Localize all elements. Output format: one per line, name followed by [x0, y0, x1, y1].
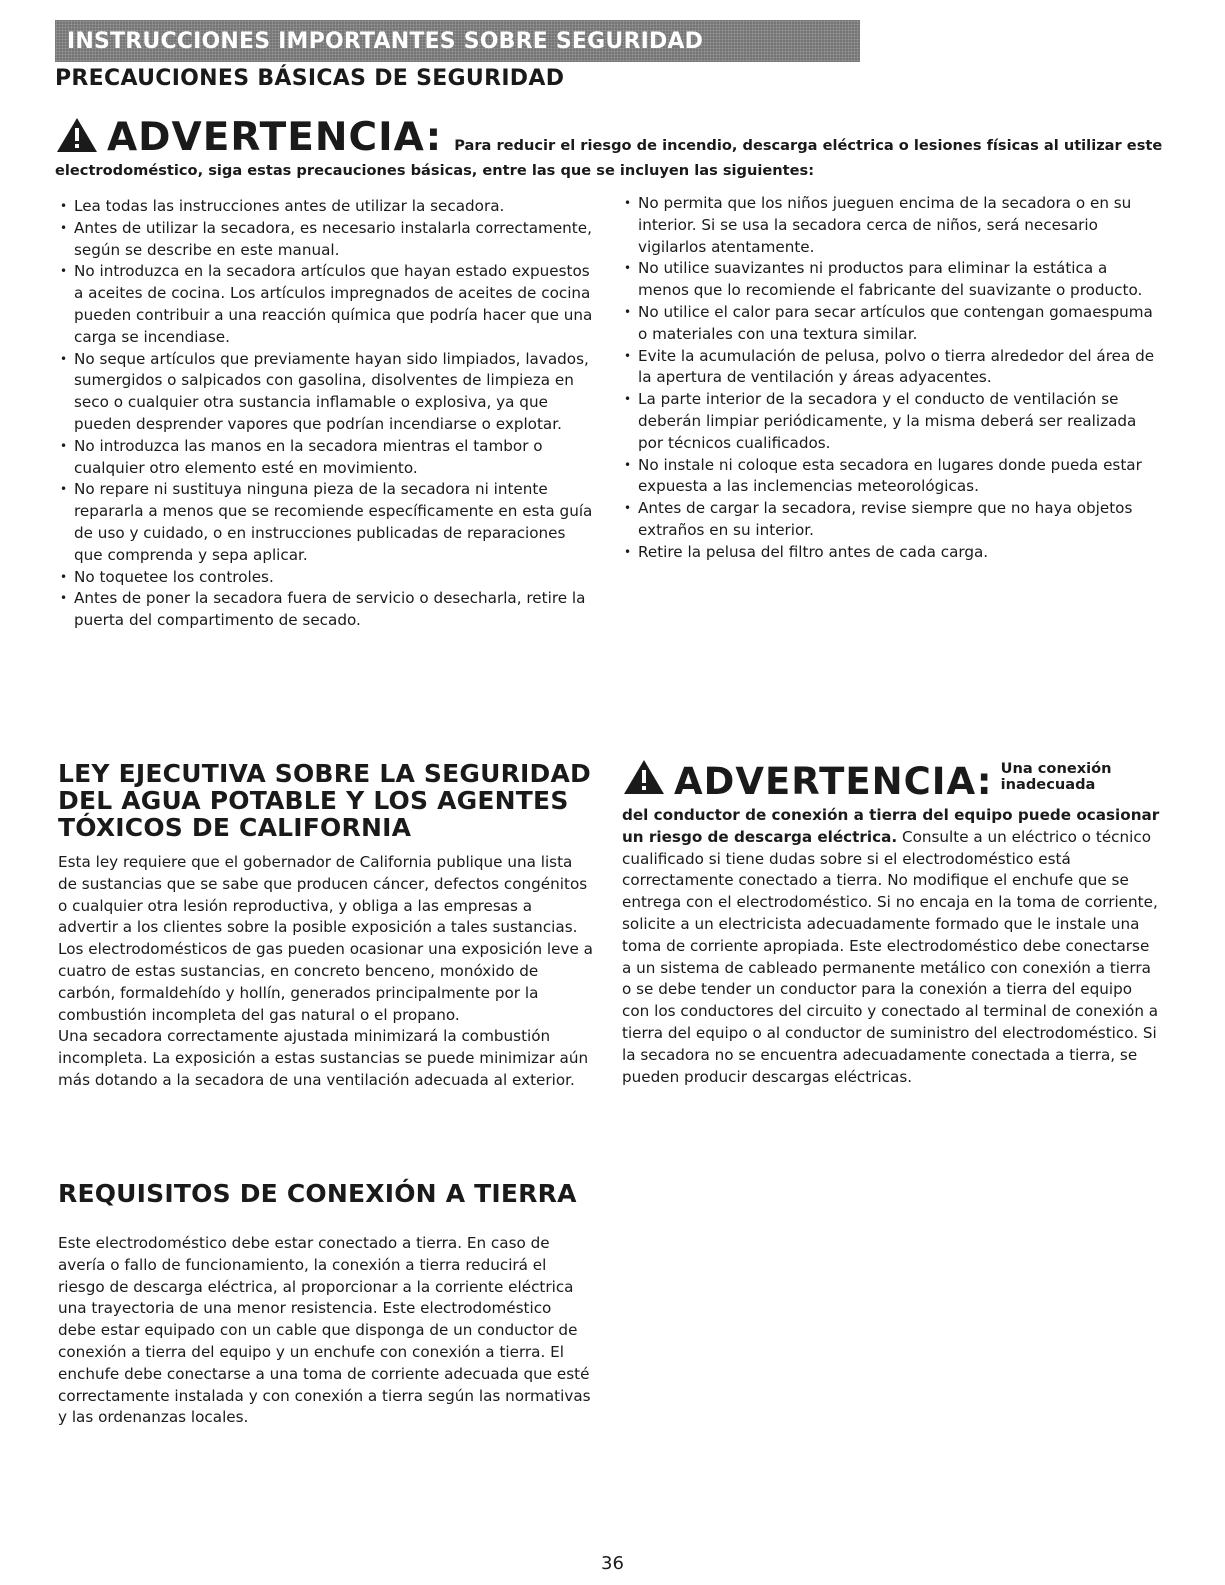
list-item: • No repare ni sustituya ninguna pieza de la secadora ni intente repararla a menos que se recomiende específicamente en esta guía de uso y cuidado, o en instrucciones publicadas de reparaciones que comprenda y sepa aplicar. — [60, 480, 593, 564]
list-item: • No introduzca las manos en la secadora mientras el tambor o cualquier otro elemento esté en movimiento. — [60, 436, 543, 477]
prop65-heading: LEY EJECUTIVA SOBRE LA SEGURIDAD DEL AGUA POTABLE Y LOS AGENTES TÓXICOS DE CALIFORNIA — [58, 759, 592, 842]
warning-body — [622, 805, 1162, 1088]
grounding-warning — [622, 760, 1162, 1088]
list-item: • No seque artículos que previamente hayan sido limpiados, lavados, sumergidos o salpicados con gasolina, disolventes de limpieza en seco o cualquier otra sustancia inflamable o explosiva, ya que pueden desprender vapores que podrían incendiarse o explotar. — [60, 349, 589, 433]
list-item: • No utilice suavizantes ni productos para eliminar la estática a menos que lo recomiende el fabricante del suavizante o producto. — [624, 259, 1143, 300]
prop65-body — [58, 852, 593, 1092]
list-item: • No permita que los niños jueguen encima de la secadora o en su interior. Si se usa la secadora cerca de niños, será necesario vigilarlos atentamente. — [624, 194, 1132, 256]
warning-side-text: Una conexión inadecuada — [1000, 760, 1112, 793]
warning-emphasis: del conductor de conexión a tierra del equipo puede ocasionar un riesgo de descarga eléctrica. — [622, 806, 1160, 846]
warning-label: ADVERTENCIA: — [107, 115, 443, 160]
warning-label: ADVERTENCIA: — [674, 760, 993, 803]
warning-triangle-icon — [622, 758, 666, 796]
warning-body-text: Consulte a un eléctrico o técnico cualificado si tiene dudas sobre si el electrodoméstico está correctamente conectado a tierra. No modifique el enchufe que se entrega con el electrodoméstico. Si no encaja en la toma de corriente, solicite a un electricista adecuadamente formado que le instale una toma de corriente apropiada. Este electrodoméstico debe conectarse a un sistema de cableado permanente metálico con conexión a tierra o se debe tender un conductor para la conexión a tierra del equipo con los conductores del circuito y conectado al terminal de conexión a tierra del equipo o al conductor de suministro del electrodoméstico. Si la secadora no se encuentra adecuadamente conectada a tierra, se pueden producir descargas eléctricas. — [622, 827, 1159, 1086]
list-item: • Retire la pelusa del filtro antes de cada carga. — [624, 542, 989, 561]
warning-text: Para reducir el riesgo de incendio, descarga eléctrica o lesiones físicas al utilizar este — [454, 137, 1163, 154]
list-item: • No toquetee los controles. — [60, 567, 274, 586]
list-item: • Antes de cargar la secadora, revise siempre que no haya objetos extraños en su interior. — [624, 499, 1133, 539]
section-banner — [55, 20, 860, 62]
precautions-list-left — [58, 196, 598, 632]
list-item: • No utilice el calor para secar artículos que contengan gomaespuma o materiales con una textura similar. — [624, 302, 1153, 343]
page-title: PRECAUCIONES BÁSICAS DE SEGURIDAD — [55, 66, 565, 91]
list-item: • Antes de poner la secadora fuera de servicio o desecharla, retire la puerta del compartimento de secado. — [60, 589, 586, 630]
warning-text-continued: electrodoméstico, siga estas precauciones básicas, entre las que se incluyen las siguientes: — [55, 162, 815, 179]
list-item: • Lea todas las instrucciones antes de utilizar la secadora. — [60, 197, 505, 215]
grounding-body: Este electrodoméstico debe estar conectado a tierra. En caso de avería o fallo de funcionamiento, la conexión a tierra reducirá el riesgo de descarga eléctrica, al proporcionar a la corriente eléctrica una trayectoria de una menor resistencia. Este electrodoméstico debe estar equipado con un cable que disponga de un conductor de conexión a tierra del equipo y un enchufe con conexión a tierra. El enchufe debe conectarse a una toma de corriente adecuada que esté correctamente instalada y con conexión a tierra según las normativas y las ordenanzas locales. — [58, 1234, 591, 1427]
prop65-paragraph: Una secadora correctamente ajustada minimizará la combustión incompleta. La exposición a estas sustancias se puede minimizar aún más dotando a la secadora de una ventilación adecuada al exterior. — [58, 1027, 589, 1089]
list-item: • No instale ni coloque esta secadora en lugares donde pueda estar expuesta a las inclemencias meteorológicas. — [624, 455, 1142, 496]
page-number: 36 — [601, 1553, 624, 1574]
precautions-list-right — [622, 193, 1162, 564]
banner-text: INSTRUCCIONES IMPORTANTES SOBRE SEGURIDAD — [67, 28, 704, 54]
list-item: • La parte interior de la secadora y el conducto de ventilación se deberán limpiar periódicamente, y la misma deberá ser realizada por técnicos cualificados. — [624, 390, 1137, 452]
grounding-heading: REQUISITOS DE CONEXIÓN A TIERRA — [58, 1179, 577, 1208]
list-item: • Evite la acumulación de pelusa, polvo o tierra alrededor del área de la apertura de ventilación y áreas adyacentes. — [624, 346, 1155, 387]
list-item: • No introduzca en la secadora artículos que hayan estado expuestos a aceites de cocina. Los artículos impregnados de aceites de cocina pueden contribuir a una reacción química que podría hacer que una carga se incendiase. — [60, 262, 593, 346]
main-warning — [55, 112, 1165, 179]
warning-triangle-icon — [55, 116, 99, 154]
list-item: • Antes de utilizar la secadora, es necesario instalarla correctamente, según se describe en este manual. — [60, 218, 592, 259]
prop65-paragraph: Esta ley requiere que el gobernador de California publique una lista de sustancias que se sabe que producen cáncer, defectos congénitos o cualquier otra lesión reproductiva, y obliga a las empresas a advertir a los clientes sobre la posible exposición a tales sustancias. Los electrodomésticos de gas pueden ocasionar una exposición leve a cuatro de estas sustancias, en concreto benceno, monóxido de carbón, formaldehído y hollín, generados principalmente por la combustión incompleta del gas natural o el propano. — [58, 853, 593, 1024]
